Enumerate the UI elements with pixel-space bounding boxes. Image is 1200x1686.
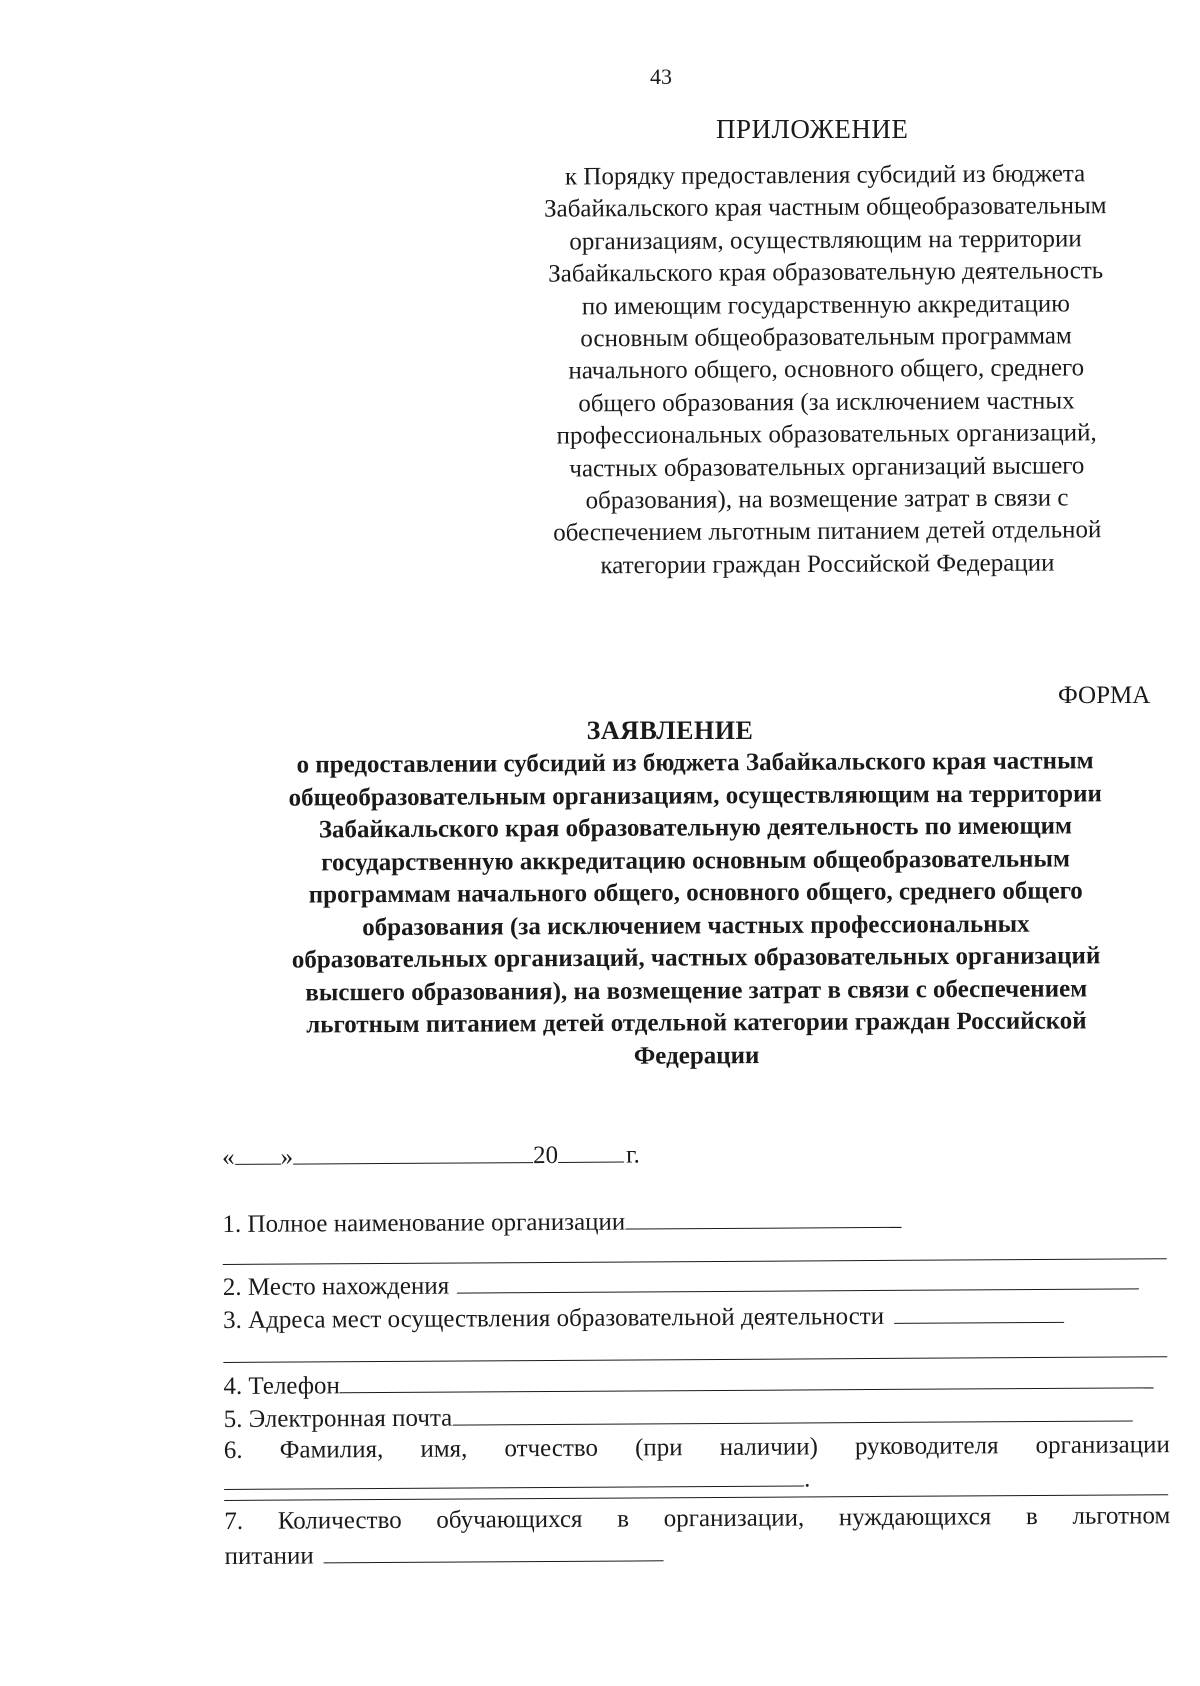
email-row <box>224 1398 1133 1434</box>
students-blank[interactable] <box>324 1538 664 1563</box>
statement-subtitle <box>205 745 1187 1075</box>
appendix-line: организациям, осуществляющим на территории <box>569 225 1082 256</box>
phone-row <box>223 1365 1154 1401</box>
appendix-line: профессиональных образовательных организаций, <box>556 419 1097 450</box>
page-number: 43 <box>650 64 672 89</box>
appendix-line: основным общеобразовательным программам <box>580 322 1072 353</box>
head-name-end: . <box>803 1465 811 1493</box>
head-name-word: Фамилия, <box>279 1436 384 1464</box>
year-prefix: 20 <box>533 1141 559 1170</box>
appendix-line: частных образовательных организаций высшего <box>569 451 1085 483</box>
head-name-word: руководителя <box>854 1432 999 1461</box>
appendix-line: начального общего, основного общего, среднего <box>568 354 1085 385</box>
students-cont: питании <box>224 1542 314 1570</box>
students-word: 7. <box>224 1507 244 1535</box>
students-row <box>224 1502 1170 1536</box>
org-name-blank[interactable] <box>625 1205 901 1230</box>
appendix-line: Забайкальского края образовательную деятельность <box>548 257 1104 288</box>
day-blank[interactable] <box>234 1142 280 1165</box>
date-open-quote: « <box>222 1143 235 1171</box>
statement-line: льготным питанием детей отдельной категории граждан Российской <box>306 1007 1087 1039</box>
addresses-blank-line[interactable] <box>223 1356 1167 1363</box>
year-suffix: г. <box>626 1141 640 1169</box>
statement-line: образовательных организаций, частных образовательных организаций <box>291 942 1101 974</box>
appendix-line: Забайкальского края частным общеобразовательным <box>543 192 1107 224</box>
statement-line: о предоставлении субсидий из бюджета Забайкальского края частным <box>296 747 1094 779</box>
students-word: организации, <box>663 1504 805 1533</box>
statement-line: Федерации <box>633 1041 760 1070</box>
students-word: льготном <box>1072 1502 1171 1530</box>
location-row <box>223 1266 1139 1302</box>
statement-line: государственную аккредитацию основным общеобразовательным <box>321 844 1071 876</box>
appendix-line: категории граждан Российской Федерации <box>600 549 1055 580</box>
date-row <box>222 1139 640 1172</box>
org-name-row <box>222 1205 901 1239</box>
head-name-word: (при <box>634 1434 683 1462</box>
students-word: обучающихся <box>436 1505 583 1534</box>
students-word: Количество <box>277 1506 402 1535</box>
addresses-label: 3. Адреса мест осуществления образовательной деятельности <box>223 1302 885 1334</box>
head-name-word: организации <box>1035 1431 1170 1460</box>
email-blank[interactable] <box>452 1398 1132 1425</box>
email-label: 5. Электронная почта <box>223 1404 453 1433</box>
students-word: в <box>1025 1503 1038 1531</box>
location-blank[interactable] <box>457 1266 1139 1293</box>
head-name-blank-row <box>224 1463 810 1497</box>
head-name-word: имя, <box>420 1435 468 1463</box>
date-close-quote: » <box>280 1143 294 1171</box>
appendix-line: к Порядку предоставления субсидий из бюджета <box>564 160 1086 191</box>
head-name-word: 6. <box>223 1436 243 1464</box>
form-label: ФОРМА <box>1058 682 1151 709</box>
phone-label: 4. Телефон <box>223 1372 340 1400</box>
statement-line: программам начального общего, основного общего, среднего общего <box>308 877 1083 909</box>
phone-blank[interactable] <box>340 1365 1154 1393</box>
students-word: в <box>617 1505 630 1533</box>
head-name-row <box>224 1431 1170 1465</box>
appendix-line: по имеющим государственную аккредитацию <box>581 290 1070 321</box>
appendix-description <box>480 158 1173 583</box>
addresses-blank[interactable] <box>894 1300 1064 1324</box>
appendix-title: ПРИЛОЖЕНИЕ <box>716 114 909 144</box>
location-label: 2. Место нахождения <box>222 1272 450 1301</box>
students-word: нуждающихся <box>838 1503 992 1532</box>
head-name-word: отчество <box>504 1434 599 1463</box>
statement-title: ЗАЯВЛЕНИЕ <box>586 716 754 745</box>
addresses-row <box>223 1300 1064 1335</box>
month-blank[interactable] <box>293 1140 533 1164</box>
appendix-line: общего образования (за исключением частных <box>578 387 1075 418</box>
org-name-label: 1. Полное наименование организации <box>222 1208 626 1238</box>
statement-line: образования (за исключением частных профессиональных <box>362 910 1030 941</box>
students-cont-row <box>224 1538 663 1571</box>
org-name-blank-line[interactable] <box>223 1258 1167 1265</box>
head-name-word: наличии) <box>719 1433 818 1461</box>
year-blank[interactable] <box>558 1140 624 1163</box>
statement-line: общеобразовательным организациям, осуществляющим на территории <box>288 779 1102 812</box>
statement-line: высшего образования), на возмещение затрат в связи с обеспечением <box>305 974 1088 1006</box>
form-fields <box>222 1136 1178 1570</box>
statement-line: Забайкальского края образовательную деятельность по имеющим <box>318 812 1073 844</box>
appendix-line: обеспечением льготным питанием детей отдельной <box>553 516 1102 548</box>
head-name-blank[interactable] <box>224 1463 804 1490</box>
appendix-line: образования), на возмещение затрат в связи с <box>585 484 1069 515</box>
